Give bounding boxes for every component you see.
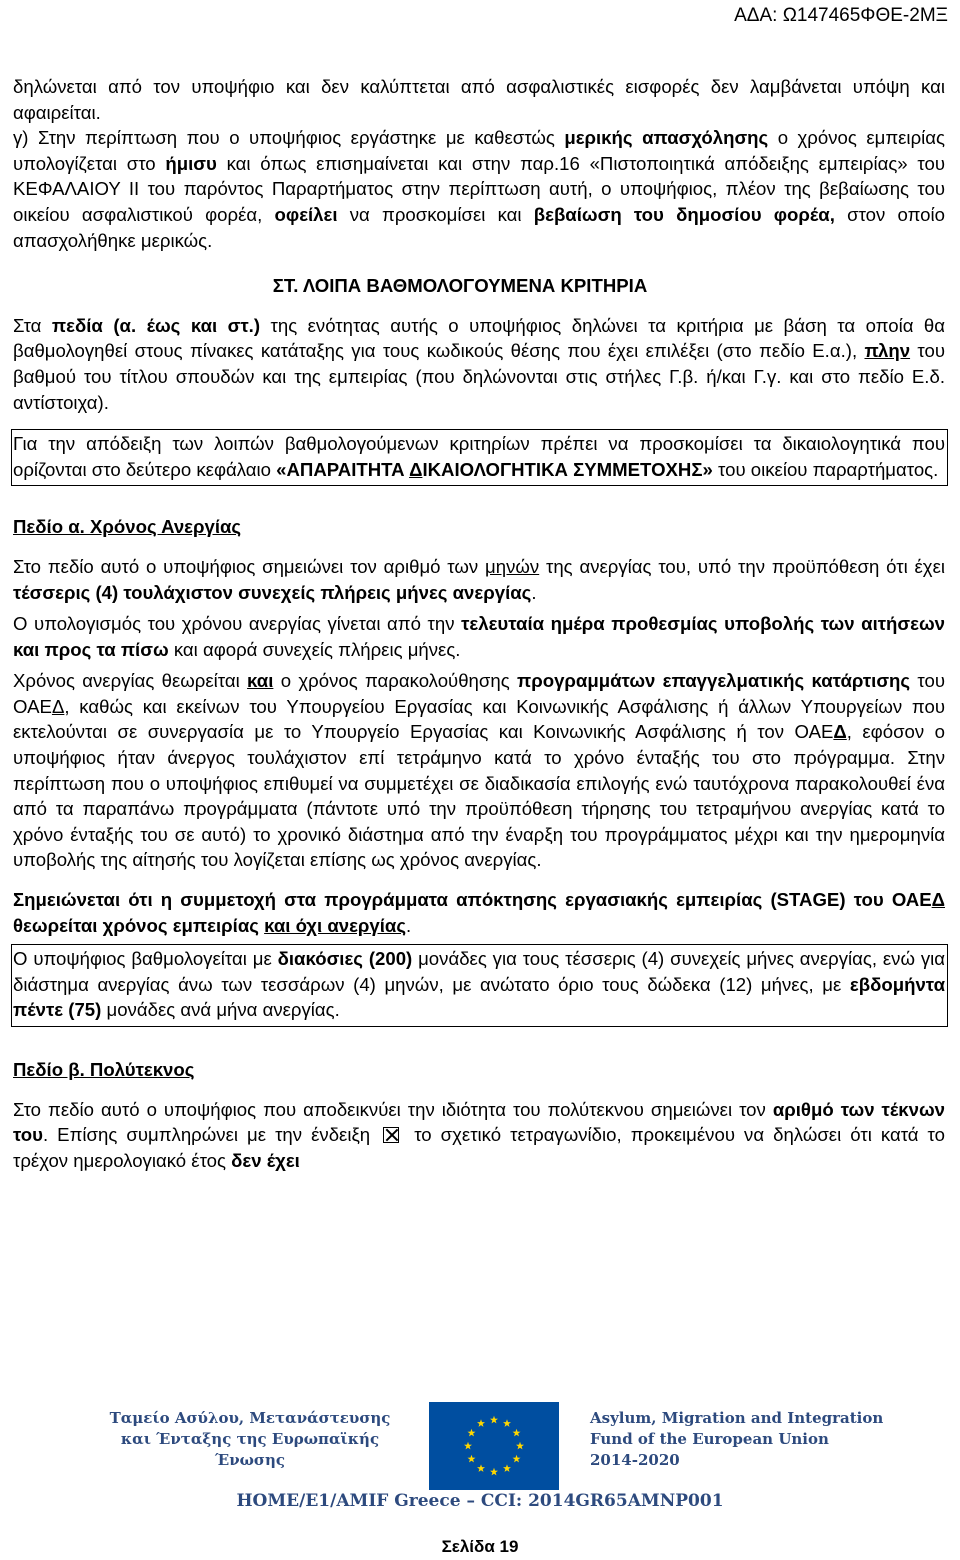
fund-name-english: Asylum, Migration and Integration Fund of the European Union 2014-2020 — [590, 1409, 884, 1469]
paragraph-stage-note: Σημειώνεται ότι η συμμετοχή στα προγράμματα απόκτησης εργασιακής εμπειρίας (STAGE) του ΟΑΕΔ θεωρείται χρόνος εμπειρίας και όχι ανεργίας. — [13, 889, 945, 936]
eu-star-icon — [490, 1416, 498, 1424]
programme-reference: HOME/E1/AMIF Greece – CCI: 2014GR65AMNP001 — [236, 1491, 724, 1511]
ada-code: ΑΔΑ: Ω147465ΦΘΕ-2ΜΞ — [734, 5, 948, 26]
page-footer — [0, 1400, 960, 1555]
eu-flag-icon — [429, 1402, 559, 1490]
fund-name-greek: Ταμείο Ασύλου, Μετανάστευσης και Ένταξης της Ευρωπαϊκής Ένωσης — [109, 1409, 391, 1469]
eu-star-icon — [503, 1419, 511, 1427]
unemployment-scoring-box: Ο υποψήφιος βαθμολογείται με διακόσιες (200) μονάδες για τους τέσσερις (4) συνεχείς μήνες ανεργίας, ενώ για διάστημα ανεργίας άνω των τεσσάρων (4) μηνών, με ανώτατο όριο τους δώδεκα (12) μήνες, με εβδομήντα πέντε (75) μονάδες ανά μήνα ανεργίας. — [11, 944, 948, 1027]
proof-documents-box: Για την απόδειξη των λοιπών βαθμολογούμενων κριτηρίων πρέπει να προσκομίσει τα δικαιολογητικά που ορίζονται στο δεύτερο κεφάλαιο «ΑΠΑΡΑΙΤΗΤΑ ΔΙΚΑΙΟΛΟΓΗΤΙΚΑ ΣΥΜΜΕΤΟΧΗΣ» του οικείου παραρτήματος. — [11, 429, 948, 486]
paragraph-part-time: γ) Στην περίπτωση που ο υποψήφιος εργάστηκε με καθεστώς μερικής απασχόλησης ο χρόνος εμπειρίας υπολογίζεται στο ήμισυ και όπως επισημαίνεται και στην παρ.16 «Πιστοποιητικά απόδειξης εμπειρίας» του ΚΕΦΑΛΑΙΟΥ ΙΙ του παρόντος Παραρτήματος στην περίπτωση αυτή, ο υποψήφιος, πλέον της βεβαίωσης του οικείου ασφαλιστικού φορέα, οφείλει να προσκομίσει και βεβαίωση του δημοσίου φορέα, στον οποίο απασχολήθηκε μερικώς. — [13, 127, 945, 251]
page-number: Σελίδα 19 — [441, 1537, 519, 1556]
paragraph-large-family: Στο πεδίο αυτό ο υποψήφιος που αποδεικνύει την ιδιότητα του πολύτεκνου σημειώνει τον αριθμό των τέκνων του. Επίσης συμπληρώνει με την ένδειξη το σχετικό τετραγωνίδιο, προκειμένου να δηλώσει ότι κατά το τρέχον ημερολογιακό έτος δεν έχει — [13, 1098, 945, 1171]
paragraph-criteria-fields: Στα πεδία (α. έως και στ.) της ενότητας αυτής ο υποψήφιος δηλώνει τα κριτήρια με βάση τα οποία θα βαθμολογηθεί στους πίνακες κατάταξης για τους κωδικούς θέσης που έχει επιλέξει (στο πεδίο Ε.α.), πλην του βαθμού του τίτλου σπουδών και της εμπειρίας (που δηλώνονται στις στήλες Γ.β. ή/και Γ.γ. και στο πεδίο Ε.δ. αντίστοιχα). — [13, 314, 946, 413]
eu-star-icon — [467, 1455, 475, 1463]
eu-star-icon — [477, 1419, 485, 1427]
eu-star-icon — [467, 1429, 475, 1437]
paragraph-insurance-note: δηλώνεται από τον υποψήφιο και δεν καλύπτεται από ασφαλιστικές εισφορές δεν λαμβάνεται υπόψη και αφαιρείται. — [13, 76, 945, 123]
paragraph-unemployment-calculation: Ο υπολογισμός του χρόνου ανεργίας γίνεται από την τελευταία ημέρα προθεσμίας υποβολής των αιτήσεων και προς τα πίσω και αφορά συνεχείς πλήρεις μήνες. — [13, 613, 945, 660]
document-body — [13, 74, 945, 1173]
checked-box-icon — [383, 1127, 399, 1143]
paragraph-unemployment-months: Στο πεδίο αυτό ο υποψήφιος σημειώνει τον αριθμό των μηνών της ανεργίας του, υπό την προϋπόθεση ότι έχει τέσσερις (4) τουλάχιστον συνεχείς πλήρεις μήνες ανεργίας. — [13, 555, 945, 603]
section-a-title: Πεδίο α. Χρόνος Ανεργίας — [13, 516, 242, 538]
eu-star-icon — [503, 1464, 511, 1472]
eu-star-icon — [513, 1429, 521, 1437]
eu-star-icon — [490, 1468, 498, 1476]
eu-star-icon — [464, 1442, 472, 1450]
eu-star-icon — [516, 1442, 524, 1450]
section-heading-st: ΣΤ. ΛΟΙΠΑ ΒΑΘΜΟΛΟΓΟΥΜΕΝΑ ΚΡΙΤΗΡΙΑ — [272, 275, 648, 297]
eu-star-icon — [477, 1464, 485, 1472]
section-b-title: Πεδίο β. Πολύτεκνος — [13, 1059, 195, 1080]
eu-star-icon — [513, 1455, 521, 1463]
paragraph-training-programs: Χρόνος ανεργίας θεωρείται και ο χρόνος παρακολούθησης προγραμμάτων επαγγελματικής κατάρτισης του ΟΑΕΔ, καθώς και εκείνων του Υπουργείου Εργασίας και Κοινωνικής Ασφάλισης ή άλλων Υπουργείων που εκτελούνται σε συνεργασία με το Υπουργείο Εργασίας και Κοινωνικής Ασφάλισης ή τον ΟΑΕΔ, εφόσον ο υποψήφιος ήταν άνεργος τουλάχιστον επί τετράμηνο κατά το χρόνο ένταξής του στο πρόγραμμα. Στην περίπτωση που ο υποψήφιος επιθυμεί να συμμετέχει σε διαδικασία επιλογής ενώ ταυτόχρονα παρακολουθεί ένα από τα παραπάνω προγράμματα (πάντοτε υπό την προϋπόθεση τήρησης του τετραμήνου ανεργίας κατά το χρόνο ένταξής του σε αυτό) το χρονικό διάστημα από την έναρξη του προγράμματος μέχρι και την ημερομηνία υποβολής της αίτησής του λογίζεται επίσης ως χρόνος ανεργίας. — [13, 670, 946, 871]
